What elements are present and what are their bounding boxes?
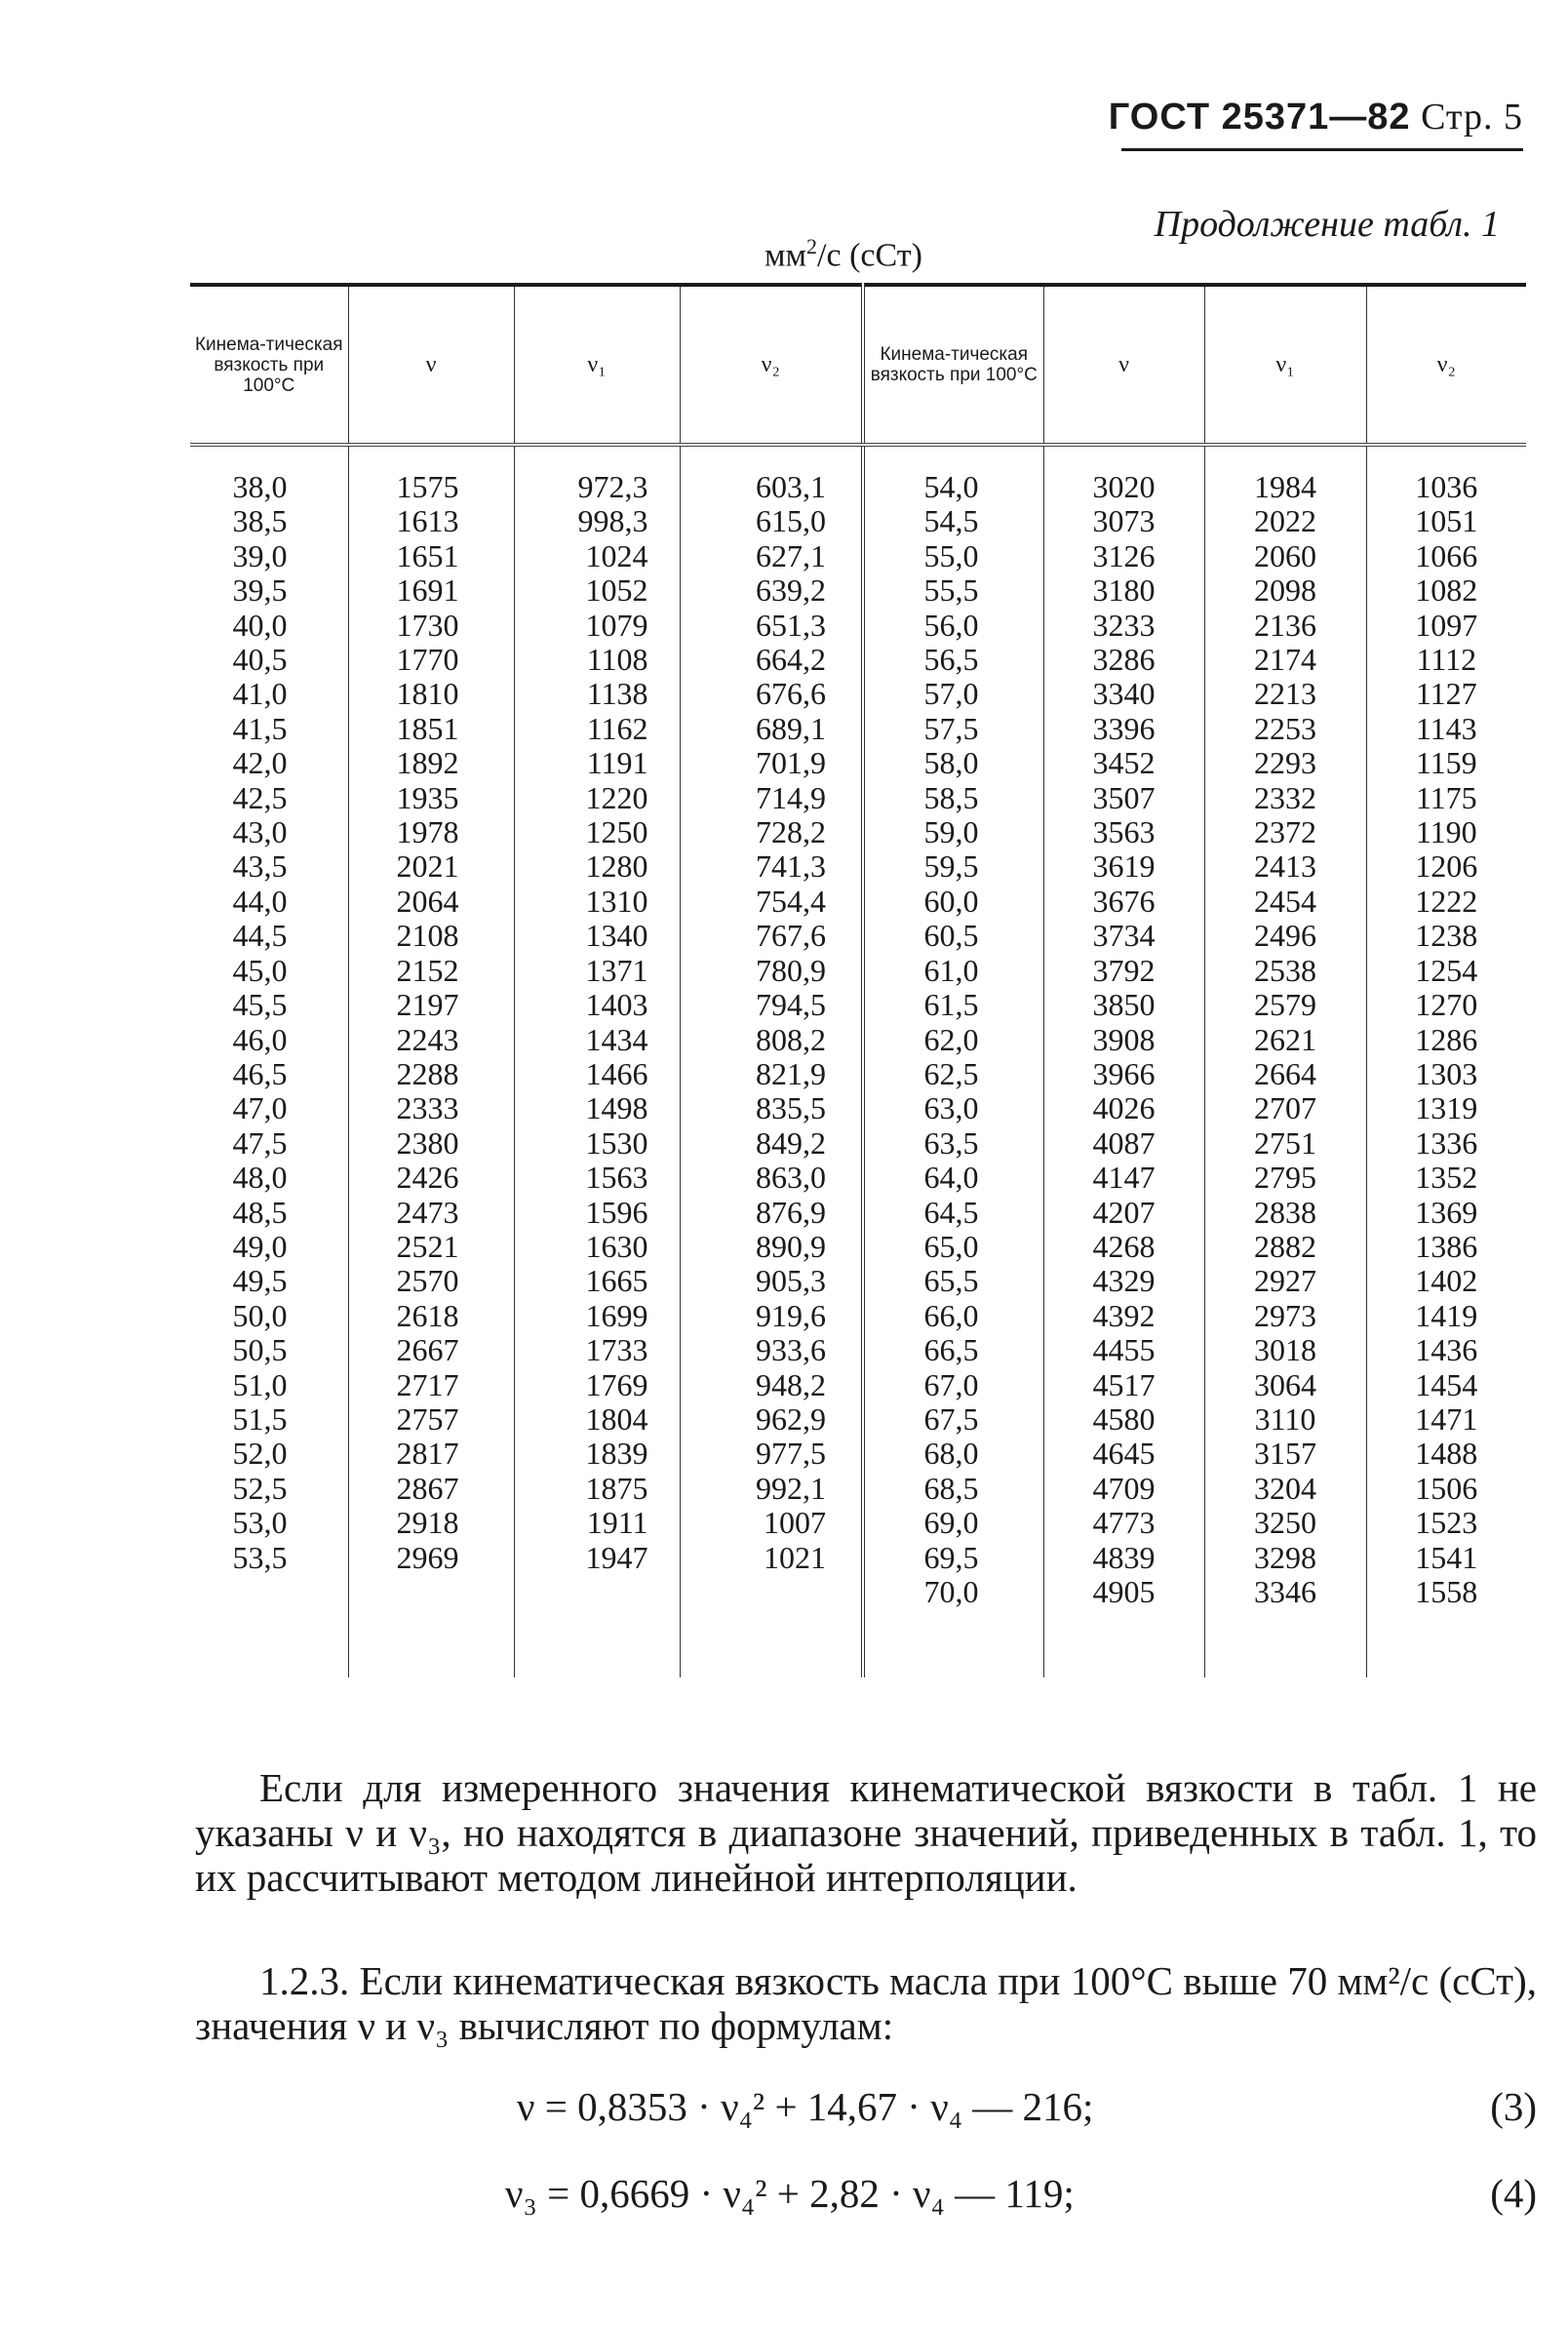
v2-value: 1021 (764, 1539, 826, 1575)
table-continuation-note: Продолжение табл. 1 (1154, 204, 1500, 245)
v-value: 1978 (396, 814, 459, 850)
v-value: 4026 (1092, 1090, 1156, 1126)
v2-value: 1254 (1415, 952, 1478, 988)
v-value: 1575 (396, 469, 459, 504)
v1-value: 1024 (585, 537, 648, 573)
viscosity-value: 39,0 (232, 537, 288, 573)
v-value: 3396 (1092, 710, 1156, 746)
v1-value: 998,3 (577, 503, 648, 539)
v1-value: 2136 (1254, 607, 1316, 643)
viscosity-value: 47,0 (232, 1090, 288, 1126)
v1-value: 1665 (585, 1263, 648, 1299)
v-value: 3507 (1092, 779, 1156, 815)
v-value: 2197 (396, 987, 459, 1023)
viscosity-value: 38,0 (232, 469, 288, 504)
viscosity-value: 67,0 (923, 1366, 979, 1402)
viscosity-value: 38,5 (232, 503, 288, 539)
v1-value: 2253 (1254, 710, 1316, 746)
viscosity-value: 52,5 (232, 1470, 288, 1506)
v2-value: 1036 (1415, 469, 1478, 504)
v-value: 4392 (1092, 1297, 1156, 1333)
viscosity-value: 54,5 (923, 503, 979, 539)
v-value: 2521 (396, 1228, 459, 1264)
viscosity-value: 57,5 (923, 710, 979, 746)
v-value: 3452 (1092, 745, 1156, 781)
viscosity-value: 45,5 (232, 987, 288, 1023)
viscosity-value: 68,5 (923, 1470, 979, 1506)
v2-value: 1558 (1415, 1574, 1478, 1609)
v-value: 3286 (1092, 642, 1156, 678)
v2-value: 1303 (1415, 1055, 1478, 1091)
v2-value: 1471 (1415, 1400, 1478, 1437)
v2-value: 794,5 (756, 987, 826, 1023)
v-value: 2717 (396, 1366, 459, 1402)
v2-value: 627,1 (756, 537, 826, 573)
col-v-right (1043, 445, 1204, 1677)
v1-value: 1947 (585, 1539, 648, 1575)
v-value: 1691 (396, 572, 459, 609)
v-value: 2152 (396, 952, 459, 988)
v-value: 3908 (1092, 1021, 1156, 1057)
v1-value: 1911 (586, 1505, 648, 1541)
v2-value: 1066 (1415, 537, 1478, 573)
v1-value: 1839 (585, 1436, 648, 1472)
viscosity-value: 60,5 (923, 918, 979, 954)
header-v2-right: ν₂ (1366, 285, 1526, 445)
v1-value: 3298 (1254, 1539, 1316, 1575)
v1-value: 2751 (1254, 1124, 1316, 1161)
v1-value: 1630 (585, 1228, 648, 1264)
v-value: 4329 (1092, 1263, 1156, 1299)
viscosity-value: 41,5 (232, 710, 288, 746)
v-value: 3850 (1092, 987, 1156, 1023)
col-viscosity-left (190, 445, 348, 1677)
viscosity-value: 51,5 (232, 1400, 288, 1437)
v1-value: 2664 (1254, 1055, 1316, 1091)
v-value: 1892 (396, 745, 459, 781)
v1-value: 1340 (585, 918, 648, 954)
v2-value: 1222 (1415, 883, 1478, 919)
v1-value: 1079 (585, 607, 648, 643)
v1-value: 1498 (585, 1090, 648, 1126)
v-value: 1730 (396, 607, 459, 643)
v2-value: 1051 (1415, 503, 1478, 539)
v2-value: 933,6 (756, 1332, 826, 1368)
standard-number: ГОСТ 25371—82 (1108, 97, 1411, 138)
col-v1-left (514, 445, 680, 1677)
v2-value: 714,9 (756, 779, 826, 815)
v2-value: 615,0 (756, 503, 826, 539)
v1-value: 1280 (585, 848, 648, 885)
viscosity-value: 69,0 (923, 1505, 979, 1541)
viscosity-value: 42,5 (232, 779, 288, 815)
viscosity-value: 48,0 (232, 1160, 288, 1196)
formula-3 (195, 2083, 1537, 2132)
v2-value: 639,2 (756, 572, 826, 609)
v2-value: 1402 (1415, 1263, 1478, 1299)
v-value: 2108 (396, 918, 459, 954)
formula-3-number: (3) (1490, 2084, 1537, 2129)
v2-value: 1190 (1415, 814, 1477, 850)
v2-value: 780,9 (756, 952, 826, 988)
viscosity-value: 69,5 (923, 1539, 979, 1575)
v2-value: 741,3 (756, 848, 826, 885)
viscosity-value: 41,0 (232, 676, 288, 712)
viscosity-value: 43,5 (232, 848, 288, 885)
v1-value: 2795 (1254, 1160, 1316, 1196)
viscosity-value: 66,5 (923, 1332, 979, 1368)
v1-value: 1699 (585, 1297, 648, 1333)
v1-value: 2579 (1254, 987, 1316, 1023)
col-v1-right (1204, 445, 1366, 1677)
v2-value: 890,9 (756, 1228, 826, 1264)
v1-value: 2707 (1254, 1090, 1316, 1126)
v-value: 1651 (396, 537, 459, 573)
header-v1-right: ν₁ (1204, 285, 1366, 445)
v2-value: 821,9 (756, 1055, 826, 1091)
v2-value: 1082 (1415, 572, 1478, 609)
table-units (764, 234, 922, 274)
v-value: 4839 (1092, 1539, 1156, 1575)
v-value: 4147 (1092, 1160, 1156, 1196)
v1-value: 3064 (1254, 1366, 1316, 1402)
v1-value: 1434 (585, 1021, 648, 1057)
viscosity-value: 65,5 (923, 1263, 979, 1299)
v-value: 4645 (1092, 1436, 1156, 1472)
v2-value: 1286 (1415, 1021, 1478, 1057)
v1-value: 1466 (585, 1055, 648, 1091)
v-value: 3126 (1092, 537, 1156, 573)
v2-value: 1127 (1415, 676, 1477, 712)
v1-value: 1220 (585, 779, 648, 815)
v1-value: 1138 (586, 676, 648, 712)
v2-value: 1319 (1415, 1090, 1478, 1126)
viscosity-value: 49,5 (232, 1263, 288, 1299)
v1-value: 1371 (585, 952, 648, 988)
viscosity-value: 61,5 (923, 987, 979, 1023)
section-1-2-3-paragraph: 1.2.3. Если кинематическая вязкость масла при 100°С выше 70 мм²/с (сСт), значения ν и ν₃ вычисляют по формулам: (195, 1958, 1537, 2048)
v-value: 3340 (1092, 676, 1156, 712)
v2-value: 1112 (1416, 642, 1477, 678)
viscosity-value: 40,5 (232, 642, 288, 678)
v2-value: 948,2 (756, 1366, 826, 1402)
v2-value: 1369 (1415, 1194, 1478, 1230)
v2-value: 701,9 (756, 745, 826, 781)
viscosity-value: 64,5 (923, 1194, 979, 1230)
v-value: 4709 (1092, 1470, 1156, 1506)
viscosity-value: 57,0 (923, 676, 979, 712)
v1-value: 1733 (585, 1332, 648, 1368)
v1-value: 2372 (1254, 814, 1316, 850)
header-v-right: ν (1043, 285, 1204, 445)
v-value: 2380 (396, 1124, 459, 1161)
v1-value: 1563 (585, 1160, 648, 1196)
v1-value: 2413 (1254, 848, 1316, 885)
v-value: 1810 (396, 676, 459, 712)
v2-value: 603,1 (756, 469, 826, 504)
col-v2-left (680, 445, 863, 1677)
viscosity-value: 66,0 (923, 1297, 979, 1333)
v1-value: 2454 (1254, 883, 1316, 919)
v2-value: 689,1 (756, 710, 826, 746)
v-value: 2064 (396, 883, 459, 919)
viscosity-value: 42,0 (232, 745, 288, 781)
v1-value: 1875 (585, 1470, 648, 1506)
v2-value: 767,6 (756, 918, 826, 954)
v1-value: 1052 (585, 572, 648, 609)
v-value: 4207 (1092, 1194, 1156, 1230)
v1-value: 2496 (1254, 918, 1316, 954)
header-rule (1121, 148, 1523, 151)
viscosity-value: 59,5 (923, 848, 979, 885)
v2-value: 992,1 (756, 1470, 826, 1506)
viscosity-value: 53,5 (232, 1539, 288, 1575)
v2-value: 919,6 (756, 1297, 826, 1333)
units-rest: /с (сСт) (817, 237, 922, 274)
v2-value: 1352 (1415, 1160, 1478, 1196)
v-value: 3619 (1092, 848, 1156, 885)
viscosity-value: 70,0 (923, 1574, 979, 1609)
v1-value: 2098 (1254, 572, 1316, 609)
viscosity-value: 52,0 (232, 1436, 288, 1472)
viscosity-value: 53,0 (232, 1505, 288, 1541)
viscosity-value: 51,0 (232, 1366, 288, 1402)
v2-value: 676,6 (756, 676, 826, 712)
viscosity-value: 63,0 (923, 1090, 979, 1126)
header-v-left: ν (348, 285, 514, 445)
viscosity-value: 61,0 (923, 952, 979, 988)
viscosity-value: 63,5 (923, 1124, 979, 1161)
viscosity-value: 58,0 (923, 745, 979, 781)
v-value: 1770 (396, 642, 459, 678)
v-value: 3020 (1092, 469, 1156, 504)
v-value: 2333 (396, 1090, 459, 1126)
v1-value: 1804 (585, 1400, 648, 1437)
viscosity-value: 50,0 (232, 1297, 288, 1333)
v-value: 2757 (396, 1400, 459, 1437)
v1-value: 3110 (1254, 1400, 1316, 1437)
v1-value: 1403 (585, 987, 648, 1023)
v-value: 3966 (1092, 1055, 1156, 1091)
viscosity-value: 60,0 (923, 883, 979, 919)
header-viscosity-left: Кинема-тическая вязкость при 100°С (190, 285, 348, 445)
v-value: 2867 (396, 1470, 459, 1506)
v2-value: 977,5 (756, 1436, 826, 1472)
v2-value: 849,2 (756, 1124, 826, 1161)
interpolation-paragraph: Если для измеренного значения кинематической вязкости в табл. 1 не указаны ν и ν₃, но находятся в диапазоне значений, приведенных в табл. 1, то их рассчитывают методом линейной интерполяции. (195, 1765, 1537, 1900)
v1-value: 1530 (585, 1124, 648, 1161)
v-value: 1935 (396, 779, 459, 815)
v2-value: 835,5 (756, 1090, 826, 1126)
viscosity-value: 40,0 (232, 607, 288, 643)
v1-value: 1310 (585, 883, 648, 919)
viscosity-value: 58,5 (923, 779, 979, 815)
v2-value: 1175 (1415, 779, 1477, 815)
viscosity-value: 68,0 (923, 1436, 979, 1472)
v2-value: 1454 (1415, 1366, 1478, 1402)
v1-value: 1769 (585, 1366, 648, 1402)
v-value: 2288 (396, 1055, 459, 1091)
viscosity-value: 62,0 (923, 1021, 979, 1057)
v-value: 2667 (396, 1332, 459, 1368)
v2-value: 664,2 (756, 642, 826, 678)
v2-value: 1007 (764, 1505, 826, 1541)
v-value: 2426 (396, 1160, 459, 1196)
v1-value: 972,3 (577, 469, 648, 504)
v2-value: 863,0 (756, 1160, 826, 1196)
v-value: 1851 (396, 710, 459, 746)
v1-value: 2621 (1254, 1021, 1316, 1057)
v1-value: 3018 (1254, 1332, 1316, 1368)
v1-value: 1984 (1254, 469, 1316, 504)
viscosity-value: 39,5 (232, 572, 288, 609)
viscosity-value: 50,5 (232, 1332, 288, 1368)
viscosity-table (190, 283, 1526, 1677)
page-header (1109, 96, 1523, 138)
v1-value: 2927 (1254, 1263, 1316, 1299)
v2-value: 1143 (1415, 710, 1477, 746)
v2-value: 1206 (1415, 848, 1478, 885)
v1-value: 2882 (1254, 1228, 1316, 1264)
v2-value: 1541 (1415, 1539, 1478, 1575)
v-value: 2918 (396, 1505, 459, 1541)
v-value: 2817 (396, 1436, 459, 1472)
viscosity-value: 45,0 (232, 952, 288, 988)
v2-value: 905,3 (756, 1263, 826, 1299)
table-header-row (190, 285, 1526, 445)
v2-value: 651,3 (756, 607, 826, 643)
v2-value: 1097 (1415, 607, 1478, 643)
col-v-left (348, 445, 514, 1677)
col-viscosity-right (863, 445, 1043, 1677)
v-value: 3180 (1092, 572, 1156, 609)
v2-value: 728,2 (756, 814, 826, 850)
v-value: 4517 (1092, 1366, 1156, 1402)
v1-value: 2213 (1254, 676, 1316, 712)
viscosity-value: 59,0 (923, 814, 979, 850)
v-value: 3073 (1092, 503, 1156, 539)
v-value: 3233 (1092, 607, 1156, 643)
v-value: 4905 (1092, 1574, 1156, 1609)
units-base: мм (764, 237, 807, 274)
viscosity-value: 49,0 (232, 1228, 288, 1264)
v2-value: 1419 (1415, 1297, 1478, 1333)
v1-value: 2022 (1254, 503, 1316, 539)
viscosity-value: 54,0 (923, 469, 979, 504)
v1-value: 3157 (1254, 1436, 1316, 1472)
header-v2-left: ν₂ (680, 285, 863, 445)
v2-value: 1270 (1415, 987, 1478, 1023)
v-value: 4773 (1092, 1505, 1156, 1541)
v-value: 3563 (1092, 814, 1156, 850)
viscosity-value: 64,0 (923, 1160, 979, 1196)
viscosity-value: 55,5 (923, 572, 979, 609)
v-value: 2473 (396, 1194, 459, 1230)
header-v1-left: ν₁ (514, 285, 680, 445)
v2-value: 1336 (1415, 1124, 1478, 1161)
formula-4 (195, 2170, 1537, 2219)
viscosity-value: 67,5 (923, 1400, 979, 1437)
v1-value: 2060 (1254, 537, 1316, 573)
v2-value: 1159 (1415, 745, 1477, 781)
viscosity-value: 56,0 (923, 607, 979, 643)
v-value: 4087 (1092, 1124, 1156, 1161)
v2-value: 1436 (1415, 1332, 1478, 1368)
v1-value: 1250 (585, 814, 648, 850)
v-value: 3734 (1092, 918, 1156, 954)
v2-value: 1238 (1415, 918, 1478, 954)
viscosity-value: 55,0 (923, 537, 979, 573)
v1-value: 2973 (1254, 1297, 1316, 1333)
v1-value: 1191 (586, 745, 648, 781)
viscosity-value: 46,5 (232, 1055, 288, 1091)
v-value: 2021 (396, 848, 459, 885)
viscosity-value: 48,5 (232, 1194, 288, 1230)
v2-value: 1506 (1415, 1470, 1478, 1506)
v2-value: 754,4 (756, 883, 826, 919)
v1-value: 3346 (1254, 1574, 1316, 1609)
v2-value: 962,9 (756, 1400, 826, 1437)
v-value: 4580 (1092, 1400, 1156, 1437)
v1-value: 2538 (1254, 952, 1316, 988)
v1-value: 2332 (1254, 779, 1316, 815)
formula-4-expression: ν₃ = 0,6669 · ν₄² + 2,82 · ν₄ — 119; (505, 2171, 1075, 2216)
header-viscosity-right: Кинема-тическая вязкость при 100°С (863, 285, 1043, 445)
viscosity-value: 56,5 (923, 642, 979, 678)
col-v2-right (1366, 445, 1526, 1677)
v1-value: 2838 (1254, 1194, 1316, 1230)
table-body-row (190, 445, 1526, 1677)
v-value: 4268 (1092, 1228, 1156, 1264)
v1-value: 1596 (585, 1194, 648, 1230)
v-value: 3676 (1092, 883, 1156, 919)
v2-value: 1523 (1415, 1505, 1478, 1541)
v-value: 1613 (396, 503, 459, 539)
viscosity-value: 44,0 (232, 883, 288, 919)
v1-value: 2293 (1254, 745, 1316, 781)
units-exponent: 2 (806, 234, 818, 258)
viscosity-value: 44,5 (232, 918, 288, 954)
v-value: 3792 (1092, 952, 1156, 988)
v-value: 4455 (1092, 1332, 1156, 1368)
v1-value: 1162 (586, 710, 648, 746)
viscosity-value: 62,5 (923, 1055, 979, 1091)
v-value: 2570 (396, 1263, 459, 1299)
v-value: 2618 (396, 1297, 459, 1333)
formula-4-number: (4) (1490, 2171, 1537, 2216)
v2-value: 1386 (1415, 1228, 1478, 1264)
v1-value: 3250 (1254, 1505, 1316, 1541)
v2-value: 876,9 (756, 1194, 826, 1230)
v1-value: 1108 (586, 642, 648, 678)
v1-value: 3204 (1254, 1470, 1316, 1506)
viscosity-value: 43,0 (232, 814, 288, 850)
viscosity-value: 46,0 (232, 1021, 288, 1057)
page-number: Стр. 5 (1421, 97, 1523, 138)
v2-value: 808,2 (756, 1021, 826, 1057)
viscosity-value: 65,0 (923, 1228, 979, 1264)
v2-value: 1488 (1415, 1436, 1478, 1472)
v-value: 2243 (396, 1021, 459, 1057)
v-value: 2969 (396, 1539, 459, 1575)
formula-3-expression: ν = 0,8353 · ν₄² + 14,67 · ν₄ — 216; (517, 2084, 1094, 2129)
v1-value: 2174 (1254, 642, 1316, 678)
viscosity-value: 47,5 (232, 1124, 288, 1161)
